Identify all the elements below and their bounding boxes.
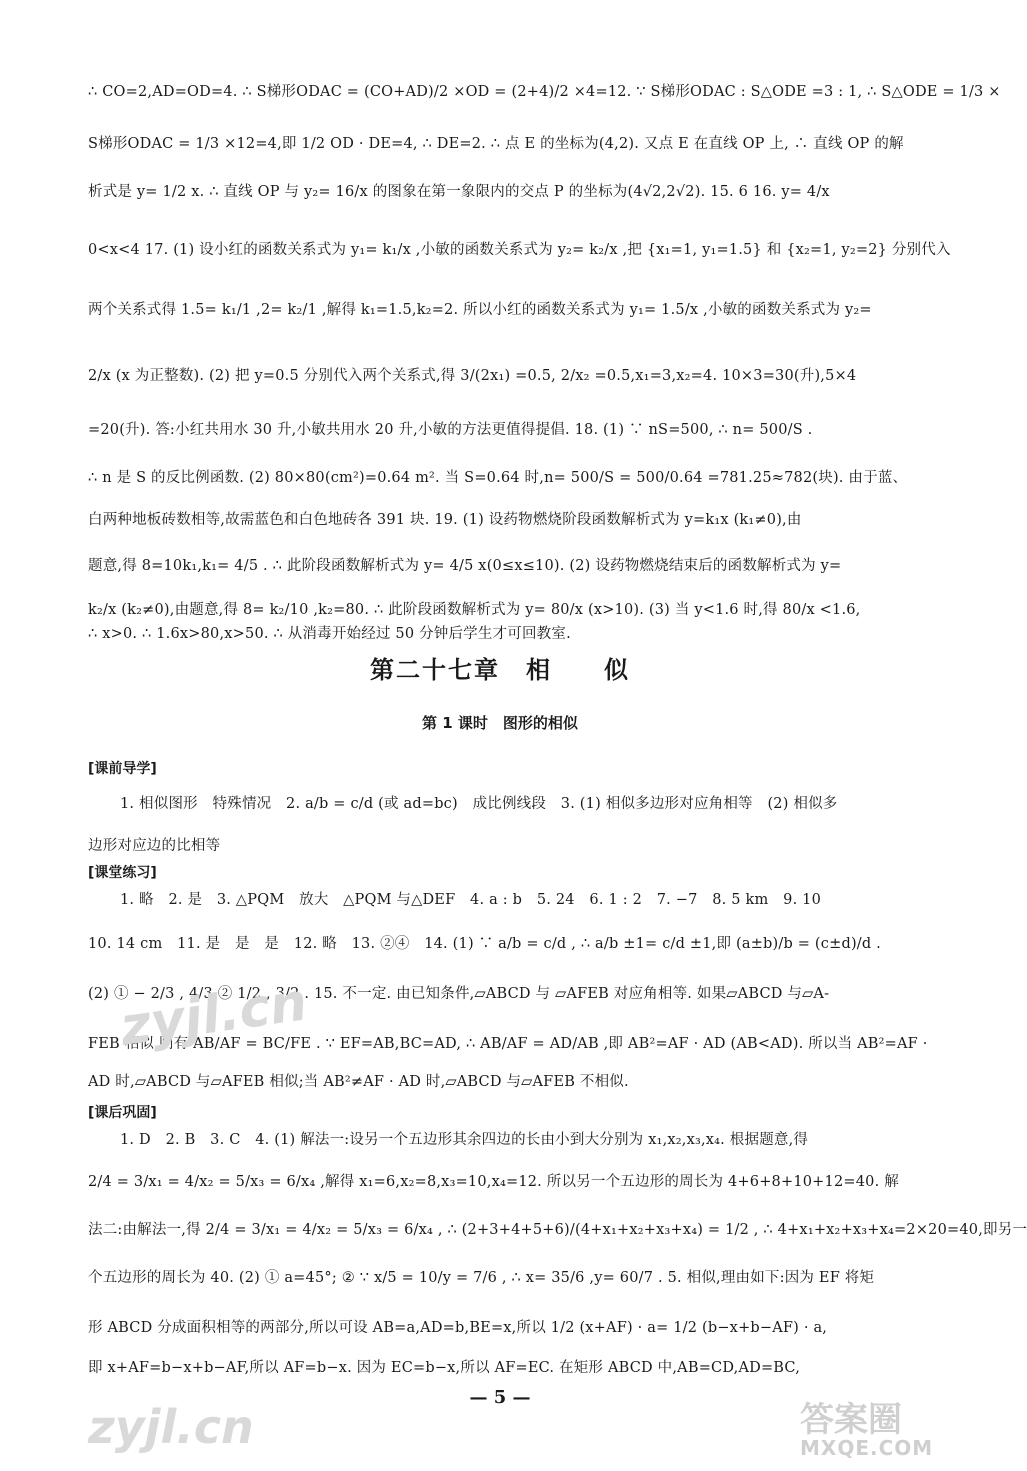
watermark-zyjl: zyjl.cn: [88, 1400, 254, 1454]
text-line: 题意,得 8=10k₁,k₁= 4/5 . ∴ 此阶段函数解析式为 y= 4/5 x(0≤x≤10). (2) 设药物燃烧结束后的函数解析式为 y=: [88, 558, 842, 574]
text-line: 2/4 = 3/x₁ = 4/x₂ = 5/x₃ = 6/x₄ ,解得 x₁=6,x₂=8,x₃=10,x₄=12. 所以另一个五边形的周长为 4+6+8+10+12=40. 解: [88, 1174, 899, 1190]
text-line: S梯形ODAC = 1/3 ×12=4,即 1/2 OD · DE=4, ∴ DE=2. ∴ 点 E 的坐标为(4,2). 又点 E 在直线 OP 上, ∴ 直线 OP 的解: [88, 136, 904, 152]
text-line: 法二:由解法一,得 2/4 = 3/x₁ = 4/x₂ = 5/x₃ = 6/x₄ , ∴ (2+3+4+5+6)/(4+x₁+x₂+x₃+x₄) = 1/2 , ∴ 4+x₁+x₂+x₃+x₄=2×20=40,即另一: [88, 1222, 1027, 1238]
text-line: 边形对应边的比相等: [88, 838, 221, 854]
watermark-logo: 答案圈: [800, 1400, 902, 1440]
section-label-class: [课堂练习]: [88, 865, 157, 881]
chapter-title: 第二十七章 相 似: [370, 656, 630, 684]
text-line: =20(升). 答:小红共用水 30 升,小敏共用水 20 升,小敏的方法更值得提倡. 18. (1) ∵ nS=500, ∴ n= 500/S .: [88, 422, 813, 438]
text-line: AD 时,▱ABCD 与▱AFEB 相似;当 AB²≠AF · AD 时,▱ABCD 与▱AFEB 不相似.: [88, 1074, 629, 1090]
text-line: 2/x (x 为正整数). (2) 把 y=0.5 分别代入两个关系式,得 3/(2x₁) =0.5, 2/x₂ =0.5,x₁=3,x₂=4. 10×3=30(升),5×4: [88, 368, 857, 384]
text-line: 两个关系式得 1.5= k₁/1 ,2= k₂/1 ,解得 k₁=1.5,k₂=2. 所以小红的函数关系式为 y₁= 1.5/x ,小敏的函数关系式为 y₂=: [88, 302, 872, 318]
text-line: k₂/x (k₂≠0),由题意,得 8= k₂/10 ,k₂=80. ∴ 此阶段函数解析式为 y= 80/x (x>10). (3) 当 y<1.6 时,得 80/x <1.6,: [88, 602, 861, 618]
text-line: 1. 相似图形 特殊情况 2. a/b = c/d (或 ad=bc) 成比例线段 3. (1) 相似多边形对应角相等 (2) 相似多: [120, 796, 838, 812]
text-line: 1. 略 2. 是 3. △PQM 放大 △PQM 与△DEF 4. a : b 5. 24 6. 1 : 2 7. −7 8. 5 km 9. 10: [120, 892, 822, 908]
text-line: 个五边形的周长为 40. (2) ① a=45°; ② ∵ x/5 = 10/y = 7/6 , ∴ x= 35/6 ,y= 60/7 . 5. 相似,理由如下:因为 EF 将矩: [88, 1270, 875, 1286]
text-line: 1. D 2. B 3. C 4. (1) 解法一:设另一个五边形其余四边的长由小到大分别为 x₁,x₂,x₃,x₄. 根据题意,得: [120, 1132, 809, 1148]
text-line: (2) ① − 2/3 , 4/3 ② 1/2 , 3/2 . 15. 不一定. 由已知条件,▱ABCD 与 ▱AFEB 对应角相等. 如果▱ABCD 与▱A-: [88, 986, 830, 1002]
text-line: 析式是 y= 1/2 x. ∴ 直线 OP 与 y₂= 16/x 的图象在第一象限内的交点 P 的坐标为(4√2,2√2). 15. 6 16. y= 4/x: [88, 184, 830, 200]
text-line: ∴ CO=2,AD=OD=4. ∴ S梯形ODAC = (CO+AD)/2 ×OD = (2+4)/2 ×4=12. ∵ S梯形ODAC : S△ODE =3 : 1, ∴ S△ODE = 1/3 ×: [88, 84, 1001, 100]
text-line: ∴ x>0. ∴ 1.6x>80,x>50. ∴ 从消毒开始经过 50 分钟后学生才可回教室.: [88, 626, 571, 642]
text-line: 10. 14 cm 11. 是 是 是 12. 略 13. ②④ 14. (1) ∵ a/b = c/d , ∴ a/b ±1= c/d ±1,即 (a±b)/b = (c±d)/d .: [88, 936, 881, 952]
text-line: 形 ABCD 分成面积相等的两部分,所以可设 AB=a,AD=b,BE=x,所以 1/2 (x+AF) · a= 1/2 (b−x+b−AF) · a,: [88, 1320, 828, 1336]
text-line: 0<x<4 17. (1) 设小红的函数关系式为 y₁= k₁/x ,小敏的函数关系式为 y₂= k₂/x ,把 {x₁=1, y₁=1.5} 和 {x₂=1, y₂=2} 分别代入: [88, 242, 951, 258]
section-label-after: [课后巩固]: [88, 1105, 157, 1121]
text-line: FEB 相似,则有 AB/AF = BC/FE . ∵ EF=AB,BC=AD, ∴ AB/AF = AD/AB ,即 AB²=AF · AD (AB<AD). 所以当 AB²=AF ·: [88, 1036, 928, 1052]
lesson-title: 第 1 课时 图形的相似: [422, 714, 578, 732]
section-label-pre: [课前导学]: [88, 761, 157, 777]
watermark-url: MXQE.COM: [800, 1436, 934, 1460]
page-number: — 5 —: [469, 1387, 531, 1408]
text-line: 白两种地板砖数相等,故需蓝色和白色地砖各 391 块. 19. (1) 设药物燃烧阶段函数解析式为 y=k₁x (k₁≠0),由: [88, 512, 802, 528]
watermark-zyjl: zyjl.cn: [116, 972, 311, 1058]
text-line: ∴ n 是 S 的反比例函数. (2) 80×80(cm²)=0.64 m². 当 S=0.64 时,n= 500/S = 500/0.64 =781.25≈782(块). 由于蓝、: [88, 470, 908, 486]
text-line: 即 x+AF=b−x+b−AF,所以 AF=b−x. 因为 EC=b−x,所以 AF=EC. 在矩形 ABCD 中,AB=CD,AD=BC,: [88, 1360, 801, 1376]
